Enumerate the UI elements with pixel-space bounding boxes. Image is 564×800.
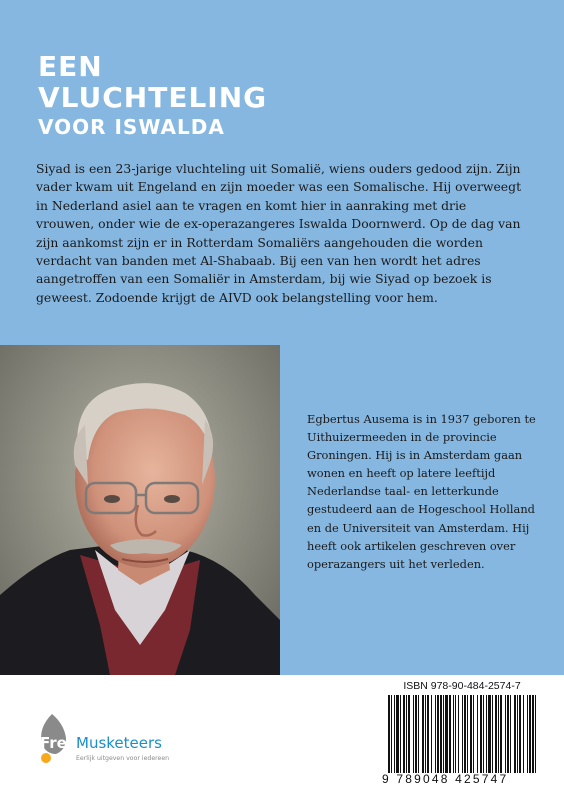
barcode-bar (505, 695, 506, 773)
barcode-bar (440, 695, 442, 773)
barcode-bar (470, 695, 472, 773)
barcode-bar (403, 695, 405, 773)
barcode-bar (394, 695, 395, 773)
barcode-bar (391, 695, 392, 773)
barcode-bar (415, 695, 417, 773)
barcode-bar (437, 695, 439, 773)
isbn-block (382, 680, 542, 792)
barcode-bar (458, 695, 459, 773)
barcode-bar (510, 695, 511, 773)
barcode-bar (483, 695, 484, 773)
barcode-bar (425, 695, 426, 773)
barcode-bar (422, 695, 424, 773)
barcode-bar (467, 695, 468, 773)
barcode-bar (519, 695, 521, 773)
book-title (38, 50, 268, 139)
barcode-bar (523, 695, 524, 773)
barcode-bar (449, 695, 451, 773)
barcode (386, 695, 538, 773)
isbn-label: ISBN 978-90-484-2574-7 (403, 680, 521, 692)
barcode-bar (408, 695, 410, 773)
barcode-bar (400, 695, 401, 773)
barcode-bar (477, 695, 478, 773)
barcode-bar (532, 695, 534, 773)
title-line-3: VOOR ISWALDA (38, 115, 225, 139)
barcode-bar (388, 695, 390, 773)
barcode-bar (488, 695, 491, 773)
barcode-bar (396, 695, 399, 773)
barcode-bar (507, 695, 509, 773)
publisher-logo (36, 710, 196, 770)
book-blurb: Siyad is een 23-jarige vluchteling uit Somalië, wiens ouders gedood zijn. Zijn vader kwam uit Engeland en zijn moeder was een Somalische. Hij overweegt in Nederland asiel aan te vragen en komt hier in aanraking met drie vrouwen, onder wie de ex-operazangeres Iswalda Doornwerd. Op de dag van zijn aankomst zijn er in Rotterdam Somaliërs aangehouden die worden verdacht van banden met Al-Shabaab. Bij een van hen wordt het adres aangetroffen van een Somaliër in Amsterdam, bij wie Siyad op bezoek is geweest. Zodoende krijgt de AIVD ook belangstelling voor hem. (36, 161, 522, 305)
barcode-bar (455, 695, 456, 773)
barcode-bar (445, 695, 448, 773)
title-line-1: EEN (38, 50, 103, 83)
barcode-bar (492, 695, 493, 773)
barcode-bar (495, 695, 497, 773)
barcode-bar (418, 695, 419, 773)
isbn-digits: 9 789048 425747 (382, 772, 509, 786)
author-photo (0, 345, 280, 675)
top-panel (0, 0, 564, 345)
barcode-bar (535, 695, 536, 773)
barcode-bar (464, 695, 466, 773)
barcode-bar (500, 695, 502, 773)
author-bio: Egbertus Ausema is in 1937 geboren te Uithuizermeeden in de provincie Groningen. Hij is in Amsterdam gaan wonen en heeft op latere leeftijd Nederlandse taal- en letterkunde gestudeerd aan de Hogeschool Holland en de Universiteit van Amsterdam. Hij heeft ook artikelen geschreven over operazangers uit het verleden. (307, 412, 536, 571)
barcode-bar (413, 695, 414, 773)
publisher-tagline: Eerlijk uitgeven voor iedereen (76, 755, 170, 762)
publisher-name-musketeers: Musketeers (76, 734, 162, 752)
publisher-name-free: Free (40, 734, 78, 752)
barcode-bar (517, 695, 518, 773)
barcode-bar (435, 695, 436, 773)
middle-panel (0, 345, 564, 675)
barcode-bar (406, 695, 407, 773)
barcode-bar (514, 695, 516, 773)
barcode-bar (529, 695, 531, 773)
barcode-bar (431, 695, 432, 773)
bottom-panel (0, 675, 564, 800)
barcode-bar (473, 695, 474, 773)
barcode-bar (453, 695, 454, 773)
barcode-bar (527, 695, 528, 773)
barcode-bar (498, 695, 499, 773)
barcode-bar (486, 695, 487, 773)
title-line-2: VLUCHTELING (38, 81, 268, 114)
barcode-bar (427, 695, 429, 773)
barcode-bar (480, 695, 482, 773)
barcode-bar (443, 695, 444, 773)
barcode-bar (462, 695, 463, 773)
